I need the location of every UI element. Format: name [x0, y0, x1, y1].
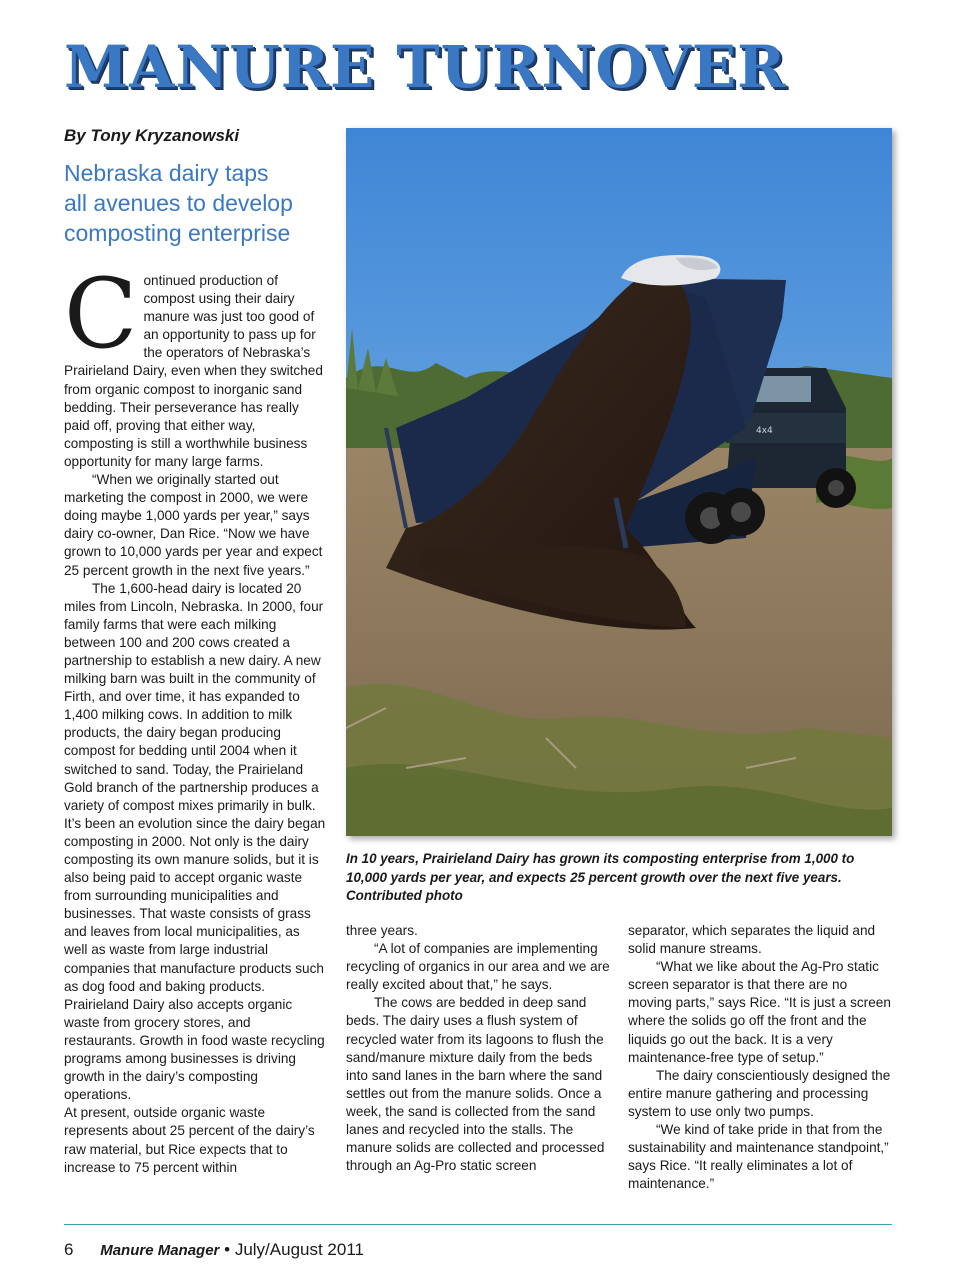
footer-separator: •: [224, 1240, 231, 1259]
compost-trailer-photo-illustration: [346, 128, 892, 836]
body-column-2: [346, 922, 612, 1175]
magazine-name: Manure Manager: [100, 1242, 220, 1259]
paragraph: At present, outside organic waste represents about 25 percent of the dairy’s raw material, but Rice expects that to increase to 75 percent within: [64, 1105, 315, 1175]
deck-line: composting enterprise: [64, 220, 291, 246]
paragraph: “What we like about the Ag-Pro static screen separator is that there are no moving parts,” says Rice. “It is just a screen where the solids go off the front and the liquids go out the back. It is a very maintenance-free type of setup.”: [628, 959, 891, 1065]
paragraph: The dairy conscientiously designed the entire manure gathering and processing system to use only two pumps.: [628, 1067, 891, 1119]
paragraph: three years.: [346, 923, 418, 938]
paragraph: The 1,600-head dairy is located 20 miles from Lincoln, Nebraska. In 2000, four family farms that were each milking between 100 and 200 cows created a partnership to establish a new dairy. A new milking barn was built in the community of Firth, and over time, it has expanded to 1,400 milking cows. In addition to milk products, the dairy began producing compost for bedding until 2004 when it switched to sand. Today, the Prairieland Gold branch of the partnership produces a variety of compost mixes primarily in bulk.: [64, 580, 324, 813]
deck-line: Nebraska dairy taps: [64, 160, 269, 186]
paragraph-text: ontinued production of compost using their dairy manure was just too good of an opportunity to pass up for the operators of Nebraska’s Prairieland Dairy, even when they switched from organic compost to inorganic sand bedding. Their perseverance has really paid off, proving that either way, composting is still a worthwhile business opportunity for many large farms.: [64, 273, 323, 469]
paragraph: “When we originally started out marketing the compost in 2000, we were doing maybe 1,000 yards per year,” says dairy co-owner, Dan Rice. “Now we have grown to 10,000 yards per year and expect 25 percent growth in the next five years.”: [64, 472, 323, 578]
paragraph: The cows are bedded in deep sand beds. The dairy uses a flush system of recycled water from its lagoons to flush the sand/manure mixture daily from the beds into sand lanes in the barn where the sand settles out from the manure solids. Once a week, the sand is collected from the sand lanes and recycled into the stalls. The manure solids are collected and processed through an Ag-Pro static screen: [346, 995, 605, 1174]
page-number: 6: [64, 1240, 74, 1259]
paragraph: It’s been an evolution since the dairy began composting in 2000. Not only is the dairy composting its own manure solids, but it is also being paid to accept organic waste from surrounding municipalities and businesses. That waste consists of grass and leaves from local municipalities, as well as waste from large industrial companies that manufacture products such as dog food and baking products. Prairieland Dairy also accepts organic waste from grocery stores, and restaurants. Growth in food waste recycling programs among businesses is driving growth in the dairy’s composting operations.: [64, 815, 326, 1103]
truck-badge: 4x4: [756, 426, 773, 436]
paragraph: separator, which separates the liquid and solid manure streams.: [628, 923, 876, 957]
photo-caption: In 10 years, Prairieland Dairy has grown its composting enterprise from 1,000 to 10,000 yards per year, and expects 25 percent growth over the next five years. Contributed photo: [346, 851, 855, 903]
paragraph: “We kind of take pride in that from the sustainability and maintenance standpoint,” says Rice. “It really eliminates a lot of maintenance.”: [628, 1122, 889, 1192]
paragraph: “A lot of companies are implementing recycling of organics in our area and we are really excited about that,” he says.: [346, 941, 610, 993]
deck: [64, 158, 334, 248]
paragraph: [64, 258, 326, 471]
headline: MANURE TURNOVER: [64, 33, 787, 101]
article-photo: [346, 128, 892, 836]
byline: By Tony Kryzanowski: [64, 126, 240, 145]
body-column-1: [64, 258, 326, 1177]
drop-cap: C: [64, 258, 138, 370]
issue-date: July/August 2011: [234, 1240, 364, 1259]
deck-line: all avenues to develop: [64, 190, 293, 216]
page-footer: [64, 1240, 364, 1260]
footer-rule: [64, 1224, 892, 1225]
body-column-3: [628, 922, 892, 1193]
